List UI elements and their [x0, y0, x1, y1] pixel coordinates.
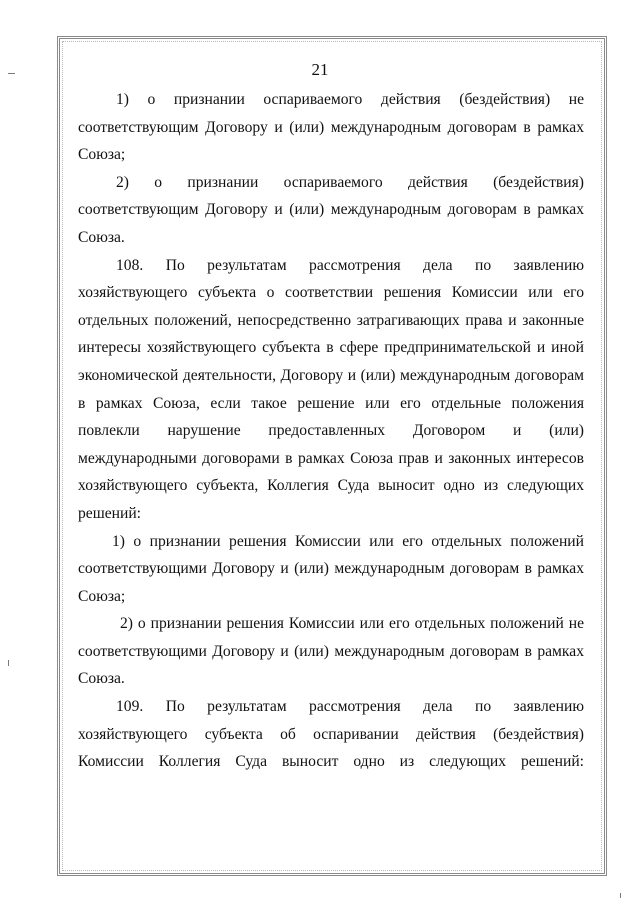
paragraph-109: 109. По результатам рассмотрения дела по заявлению хозяйствующего субъекта об оспаривании действия (бездействия) Комиссии Коллегия Суда выносит одно из следующих решений: — [78, 698, 584, 771]
paragraph-108-option-2: 2) о признании решения Комиссии или его отдельных положений не соответствующими Договору и (или) международным договорам в рамках Союза. — [78, 615, 584, 688]
scan-mark-left-bottom — [8, 660, 9, 666]
scan-mark-right-bottom — [620, 893, 621, 898]
paragraph-1: 1) о признании оспариваемого действия (бездействия) не соответствующим Договору и (или) международным договорам в рамках Союза; — [78, 91, 584, 164]
paragraph-108-option-1: 1) о признании решения Комиссии или его отдельных положений соответствующими Договору и (или) международным договорам в рамках Союза; — [78, 532, 584, 605]
paragraph-108: 108. По результатам рассмотрения дела по заявлению хозяйствующего субъекта о соответствии решения Комиссии или его отдельных положений, непосредственно затрагивающих права и законные интересы хозяйствующего субъекта в сфере предпринимательской и иной экономической деятельности, Договору и (или) международным договорам в рамках Союза, если такое решение или его отдельные положения повлекли нарушение предоставленных Договором и (или) международными договорами в рамках Союза прав и законных интересов хозяйствующего субъекта, Коллегия Суда выносит одно из следующих решений: — [78, 256, 584, 522]
paragraph-2: 2) о признании оспариваемого действия (бездействия) соответствующим Договору и (или) международным договорам в рамках Союза. — [78, 173, 584, 246]
document-body — [78, 86, 584, 776]
page-number: 21 — [311, 60, 329, 79]
